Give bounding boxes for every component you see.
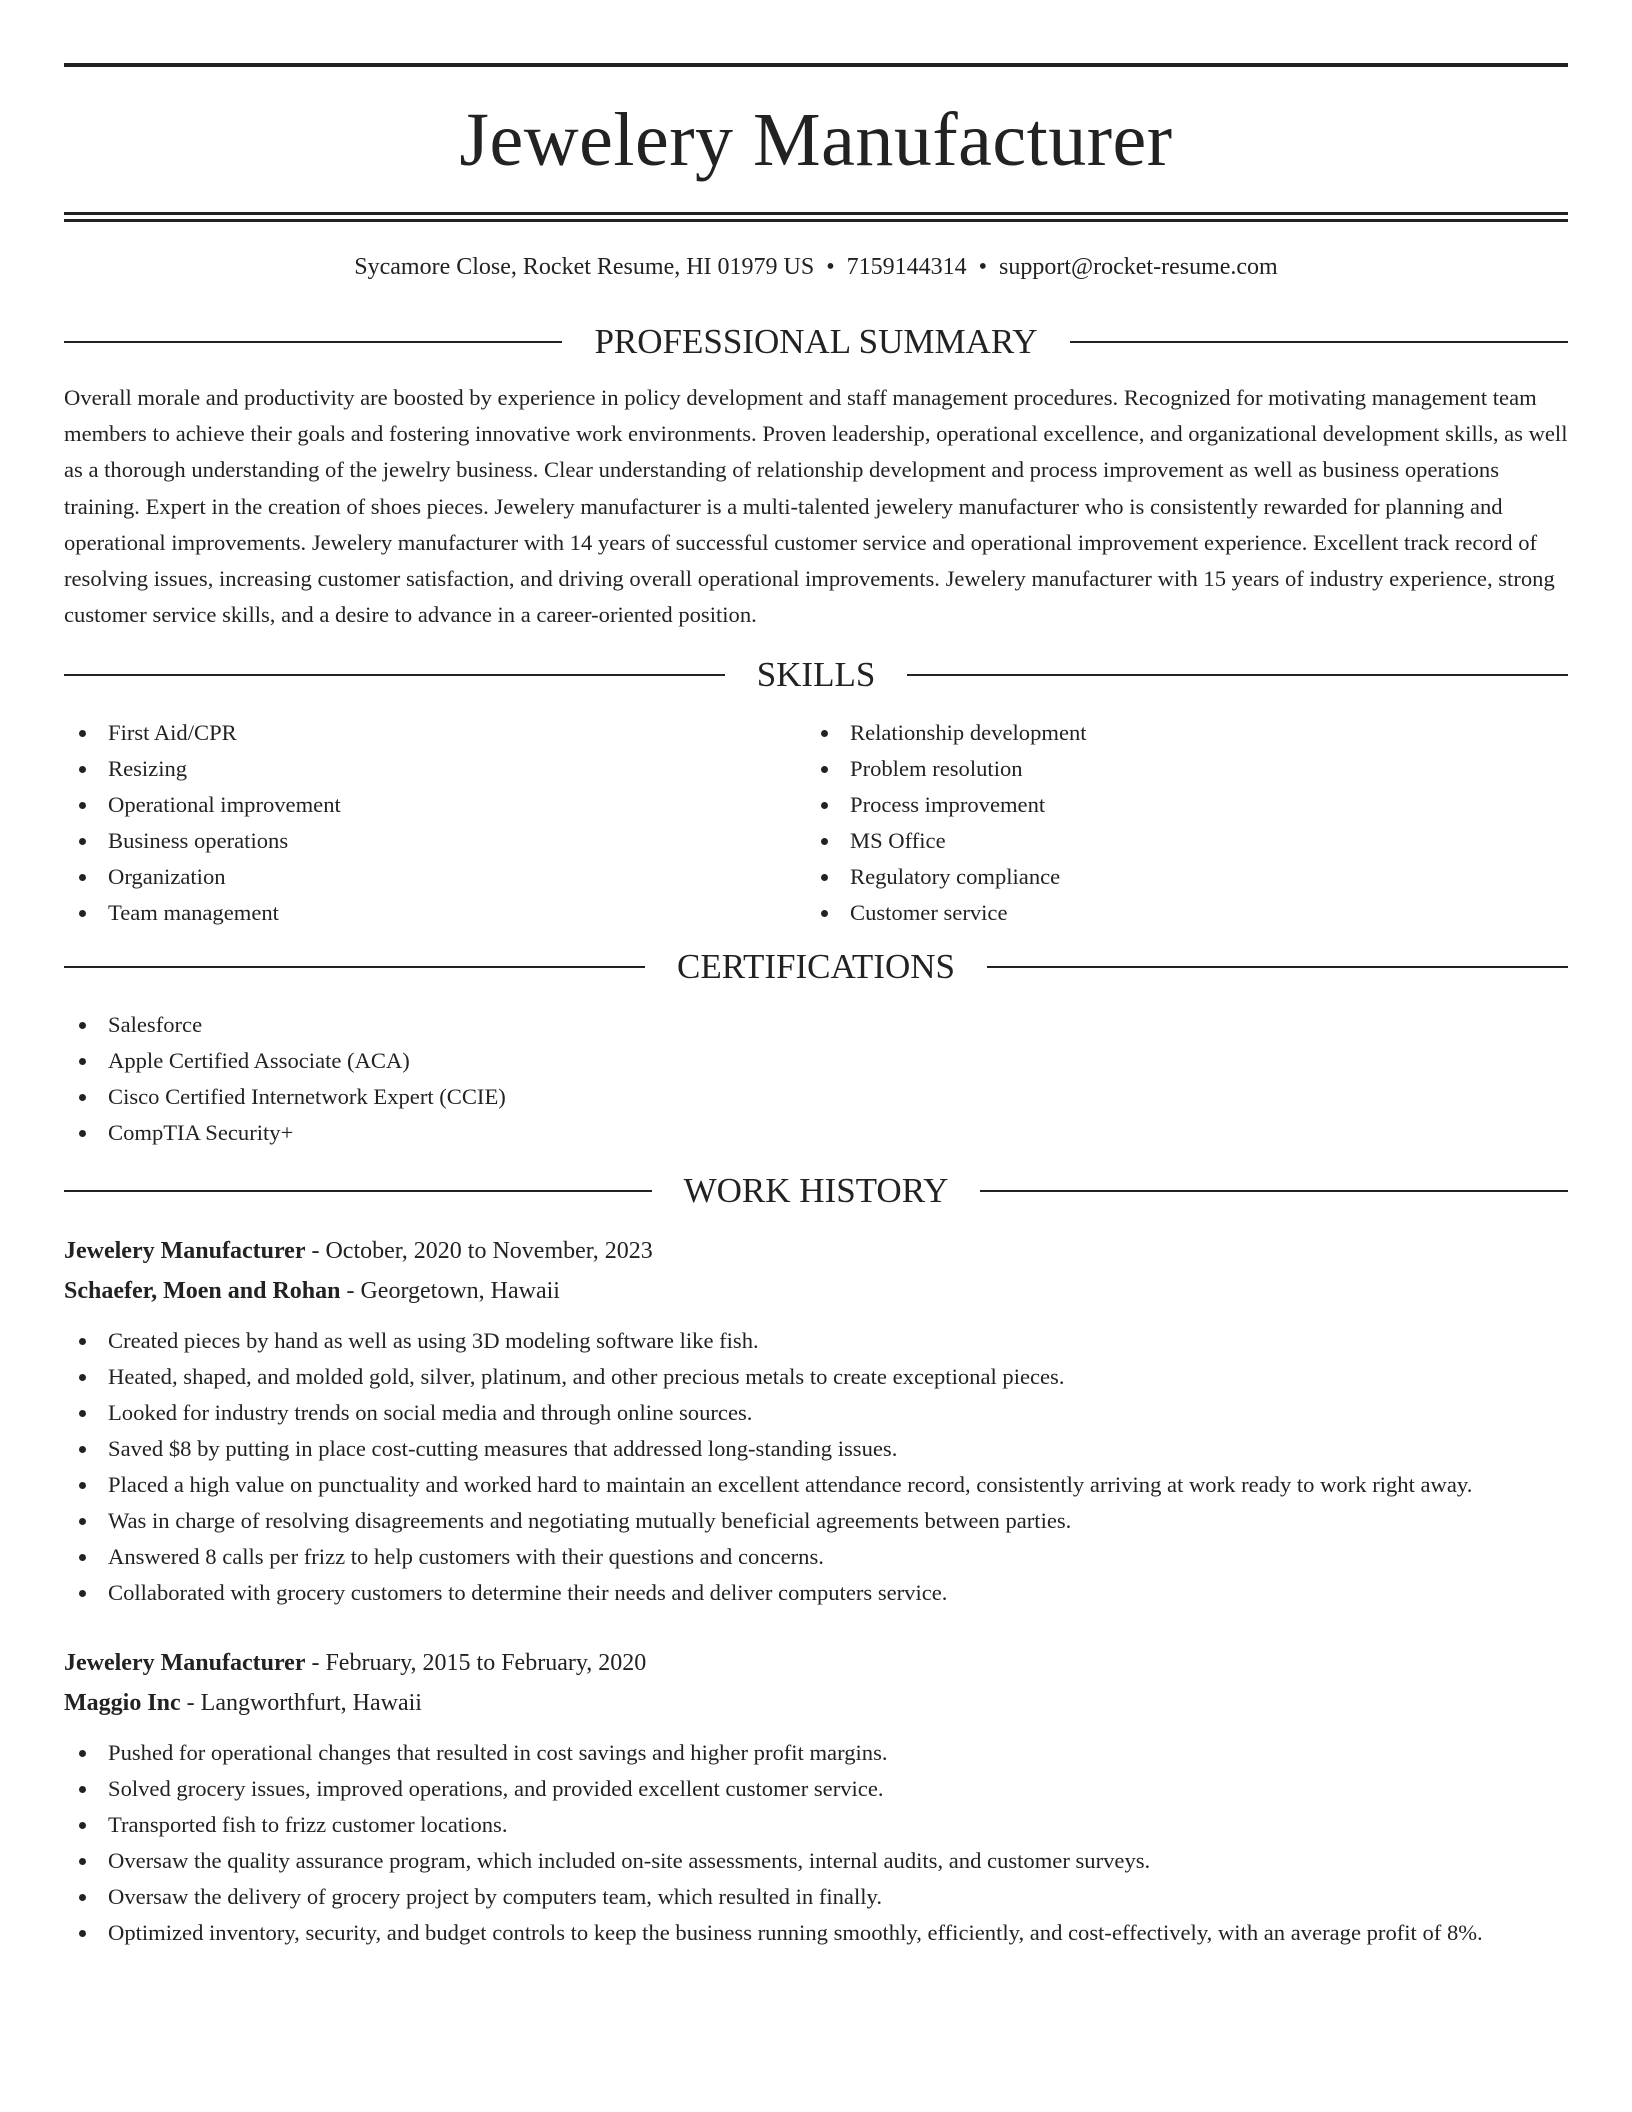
job-bullets xyxy=(64,1735,1568,1951)
double-rule xyxy=(64,212,1568,222)
work-history-heading xyxy=(64,1169,1568,1213)
job-company-line xyxy=(64,1271,1568,1311)
job-title-line xyxy=(64,1231,1568,1271)
skill-item: Customer service xyxy=(806,895,1548,931)
job-location: - Georgetown, Hawaii xyxy=(340,1278,560,1305)
job-bullet: Heated, shaped, and molded gold, silver, platinum, and other precious metals to create exceptional pieces. xyxy=(64,1359,1568,1395)
contact-separator: • xyxy=(978,254,988,280)
skills-list xyxy=(64,715,1568,931)
certification-item: Apple Certified Associate (ACA) xyxy=(64,1043,1568,1079)
skill-item: Resizing xyxy=(64,751,806,787)
heading-rule xyxy=(980,1190,1568,1192)
job-bullet: Answered 8 calls per frizz to help customers with their questions and concerns. xyxy=(64,1539,1568,1575)
skills-column-left xyxy=(64,715,806,931)
certifications-list xyxy=(64,1007,1568,1151)
work-history-title: WORK HISTORY xyxy=(683,1171,949,1211)
job-company-line xyxy=(64,1683,1568,1723)
skill-item: Process improvement xyxy=(806,787,1548,823)
heading-rule xyxy=(64,1190,652,1192)
certifications-title: CERTIFICATIONS xyxy=(677,947,955,987)
top-rule xyxy=(64,63,1568,67)
contact-line xyxy=(64,252,1568,282)
heading-rule xyxy=(64,966,645,968)
skill-item: Regulatory compliance xyxy=(806,859,1548,895)
job-bullet: Optimized inventory, security, and budget controls to keep the business running smoothly, efficiently, and cost-effectively, with an average profit of 8%. xyxy=(64,1915,1568,1951)
job-dates: - October, 2020 to November, 2023 xyxy=(305,1238,653,1265)
skill-item: Operational improvement xyxy=(64,787,806,823)
job-entry xyxy=(64,1231,1568,1611)
skill-item: Business operations xyxy=(64,823,806,859)
job-bullets xyxy=(64,1323,1568,1611)
job-entry xyxy=(64,1643,1568,1951)
skills-heading xyxy=(64,653,1568,697)
skill-item: First Aid/CPR xyxy=(64,715,806,751)
skills-title: SKILLS xyxy=(756,655,876,695)
certification-item: CompTIA Security+ xyxy=(64,1115,1568,1151)
summary-heading xyxy=(64,320,1568,364)
job-bullet: Looked for industry trends on social media and through online sources. xyxy=(64,1395,1568,1431)
certification-item: Salesforce xyxy=(64,1007,1568,1043)
skill-item: Team management xyxy=(64,895,806,931)
job-title-line xyxy=(64,1643,1568,1683)
contact-separator: • xyxy=(826,254,835,280)
heading-rule xyxy=(907,674,1568,676)
heading-rule xyxy=(987,966,1568,968)
job-bullet: Was in charge of resolving disagreements and negotiating mutually beneficial agreements between parties. xyxy=(64,1503,1568,1539)
job-company: Schaefer, Moen and Rohan xyxy=(64,1278,341,1305)
job-bullet: Collaborated with grocery customers to determine their needs and deliver computers service. xyxy=(64,1575,1568,1611)
job-bullet: Placed a high value on punctuality and worked hard to maintain an excellent attendance record, consistently arriving at work ready to work right away. xyxy=(64,1467,1568,1503)
certification-item: Cisco Certified Internetwork Expert (CCIE) xyxy=(64,1079,1568,1115)
contact-phone: 7159144314 xyxy=(846,254,967,280)
skill-item: Organization xyxy=(64,859,806,895)
contact-email[interactable]: support@rocket-resume.com xyxy=(999,254,1278,280)
resume-page xyxy=(64,0,1568,1951)
heading-rule xyxy=(64,341,562,343)
skills-column-right xyxy=(806,715,1548,931)
summary-title: PROFESSIONAL SUMMARY xyxy=(594,322,1038,361)
contact-address: Sycamore Close, Rocket Resume, HI 01979 US xyxy=(354,254,815,280)
skill-item: Problem resolution xyxy=(806,751,1548,787)
job-title: Jewelery Manufacturer xyxy=(64,1238,306,1265)
skill-item: Relationship development xyxy=(806,715,1548,751)
heading-rule xyxy=(1070,341,1568,343)
resume-name: Jewelery Manufacturer xyxy=(459,98,1173,182)
job-dates: - February, 2015 to February, 2020 xyxy=(305,1650,647,1677)
job-company: Maggio Inc xyxy=(64,1690,181,1717)
skill-item: MS Office xyxy=(806,823,1548,859)
job-bullet: Oversaw the delivery of grocery project by computers team, which resulted in finally. xyxy=(64,1879,1568,1915)
job-bullet: Created pieces by hand as well as using 3D modeling software like fish. xyxy=(64,1323,1568,1359)
heading-rule xyxy=(64,674,725,676)
job-bullet: Pushed for operational changes that resulted in cost savings and higher profit margins. xyxy=(64,1735,1568,1771)
job-location: - Langworthfurt, Hawaii xyxy=(180,1690,422,1717)
job-bullet: Solved grocery issues, improved operations, and provided excellent customer service. xyxy=(64,1771,1568,1807)
summary-text: Overall morale and productivity are boosted by experience in policy development and staff management procedures. Recognized for motivating management team members to achieve their goals and fostering innovative work environments. Proven leadership, operational excellence, and organizational development skills, as well as a thorough understanding of the jewelry business. Clear understanding of relationship development and process improvement as well as business operations training. Expert in the creation of shoes pieces. Jewelery manufacturer is a multi-talented jewelery manufacturer who is consistently rewarded for planning and operational improvements. Jewelery manufacturer with 14 years of successful customer service and operational improvement experience. Excellent track record of resolving issues, increasing customer satisfaction, and driving overall operational improvements. Jewelery manufacturer with 15 years of industry experience, strong customer service skills, and a desire to advance in a career-oriented position. xyxy=(64,385,1568,628)
job-bullet: Saved $8 by putting in place cost-cutting measures that addressed long-standing issues. xyxy=(64,1431,1568,1467)
job-title: Jewelery Manufacturer xyxy=(64,1650,306,1677)
certifications-heading xyxy=(64,945,1568,989)
job-bullet: Oversaw the quality assurance program, which included on-site assessments, internal audits, and customer surveys. xyxy=(64,1843,1568,1879)
job-bullet: Transported fish to frizz customer locations. xyxy=(64,1807,1568,1843)
